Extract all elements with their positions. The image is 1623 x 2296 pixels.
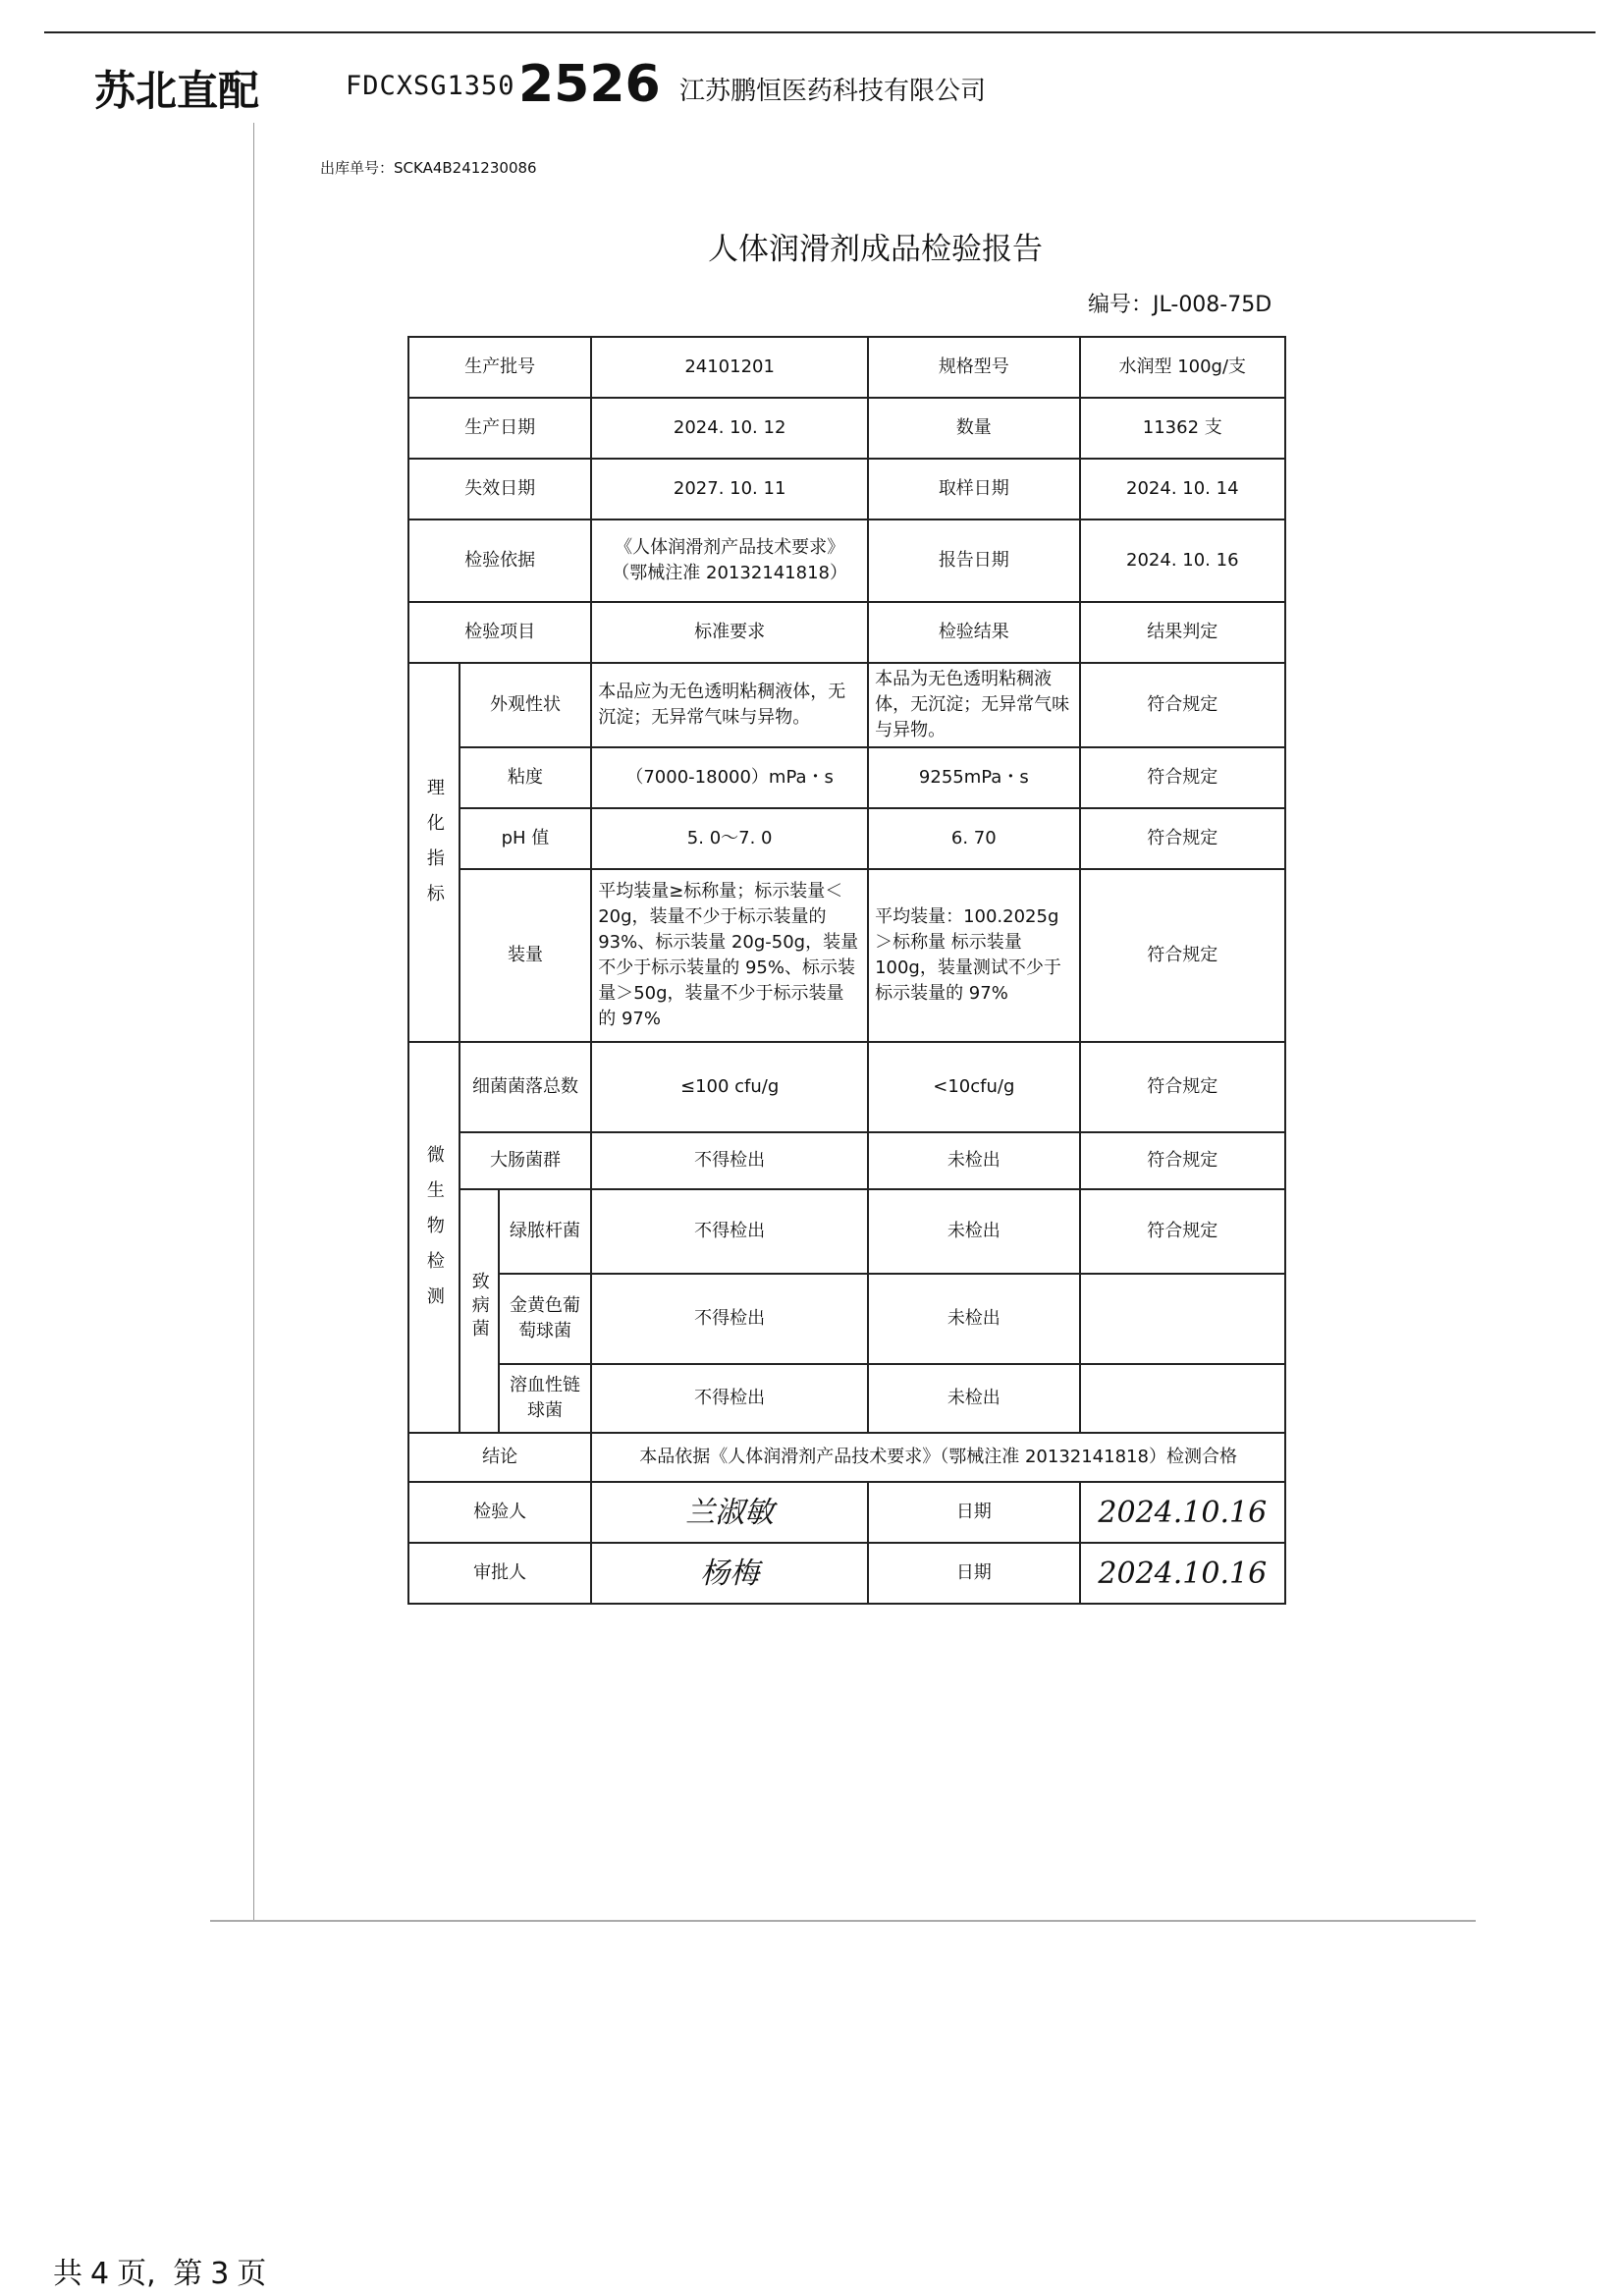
table-row: 微生物检测 细菌菌落总数 ≤100 cfu/g <10cfu/g 符合规定 [408, 1042, 1285, 1132]
page-footer: 共 4 页, 第 3 页 [53, 2257, 267, 2291]
table-row: 生产批号 24101201 规格型号 水润型 100g/支 [408, 337, 1285, 398]
table-row: 理化指标 外观性状 本品应为无色透明粘稠液体，无沉淀；无异常气味与异物。 本品为无色透明粘稠液体，无沉淀；无异常气味与异物。 符合规定 [408, 663, 1285, 747]
table-row: 金黄色葡萄球菌 不得检出 未检出 [408, 1274, 1285, 1364]
header-code-number: 2526 [518, 55, 661, 114]
top-rule [44, 31, 1596, 33]
header-code-prefix: FDCXSG1350 [346, 71, 515, 101]
physchem-group-label: 理化指标 [423, 778, 445, 920]
table-row: 检验人 兰淑敏 日期 2024.10.16 [408, 1482, 1285, 1543]
table-row: 失效日期 2027. 10. 11 取样日期 2024. 10. 14 [408, 459, 1285, 519]
inspector-signature: 兰淑敏 [591, 1482, 868, 1543]
table-row: 结论 本品依据《人体润滑剂产品技术要求》（鄂械注准 20132141818）检测合格 [408, 1433, 1285, 1482]
approver-signature: 杨梅 [591, 1543, 868, 1604]
table-row: 粘度 （7000-18000）mPa・s 9255mPa・s 符合规定 [408, 747, 1285, 808]
report-table [407, 336, 1286, 1605]
header-company: 江苏鹏恒医药科技有限公司 [679, 77, 987, 106]
approver-date: 2024.10.16 [1080, 1543, 1285, 1604]
table-row: 检验依据 《人体润滑剂产品技术要求》 （鄂械注准 20132141818） 报告日期 2024. 10. 16 [408, 519, 1285, 602]
table-row: 检验项目 标准要求 检验结果 结果判定 [408, 602, 1285, 663]
table-row: 生产日期 2024. 10. 12 数量 11362 支 [408, 398, 1285, 459]
report-no: 编号：JL-008-75D [1088, 293, 1272, 317]
scan-bottom-edge [210, 1920, 1476, 1922]
inspector-date: 2024.10.16 [1080, 1482, 1285, 1543]
table-row: 审批人 杨梅 日期 2024.10.16 [408, 1543, 1285, 1604]
table-row: 致病菌 绿脓杆菌 不得检出 未检出 符合规定 [408, 1189, 1285, 1274]
table-row: 装量 平均装量≥标称量；标示装量＜20g，装量不少于标示装量的 93%、标示装量 20g-50g，装量不少于标示装量的 95%、标示装量＞50g，装量不少于标示装量的 97% 平均装量：100.2025g ＞标称量 标示装量 100g，装量测试不少于标示装量的 97% 符合规定 [408, 869, 1285, 1042]
out-no: 出库单号：SCKA4B241230086 [320, 159, 537, 177]
table-row: 大肠菌群 不得检出 未检出 符合规定 [408, 1132, 1285, 1189]
pathogen-group-label: 致病菌 [468, 1272, 490, 1343]
report-title: 人体润滑剂成品检验报告 [708, 232, 1043, 267]
scan-left-edge [253, 123, 254, 1920]
micro-group-label: 微生物检测 [423, 1145, 445, 1323]
table-row: pH 值 5. 0～7. 0 6. 70 符合规定 [408, 808, 1285, 869]
table-row: 溶血性链球菌 不得检出 未检出 [408, 1364, 1285, 1433]
header-label: 苏北直配 [94, 67, 260, 115]
